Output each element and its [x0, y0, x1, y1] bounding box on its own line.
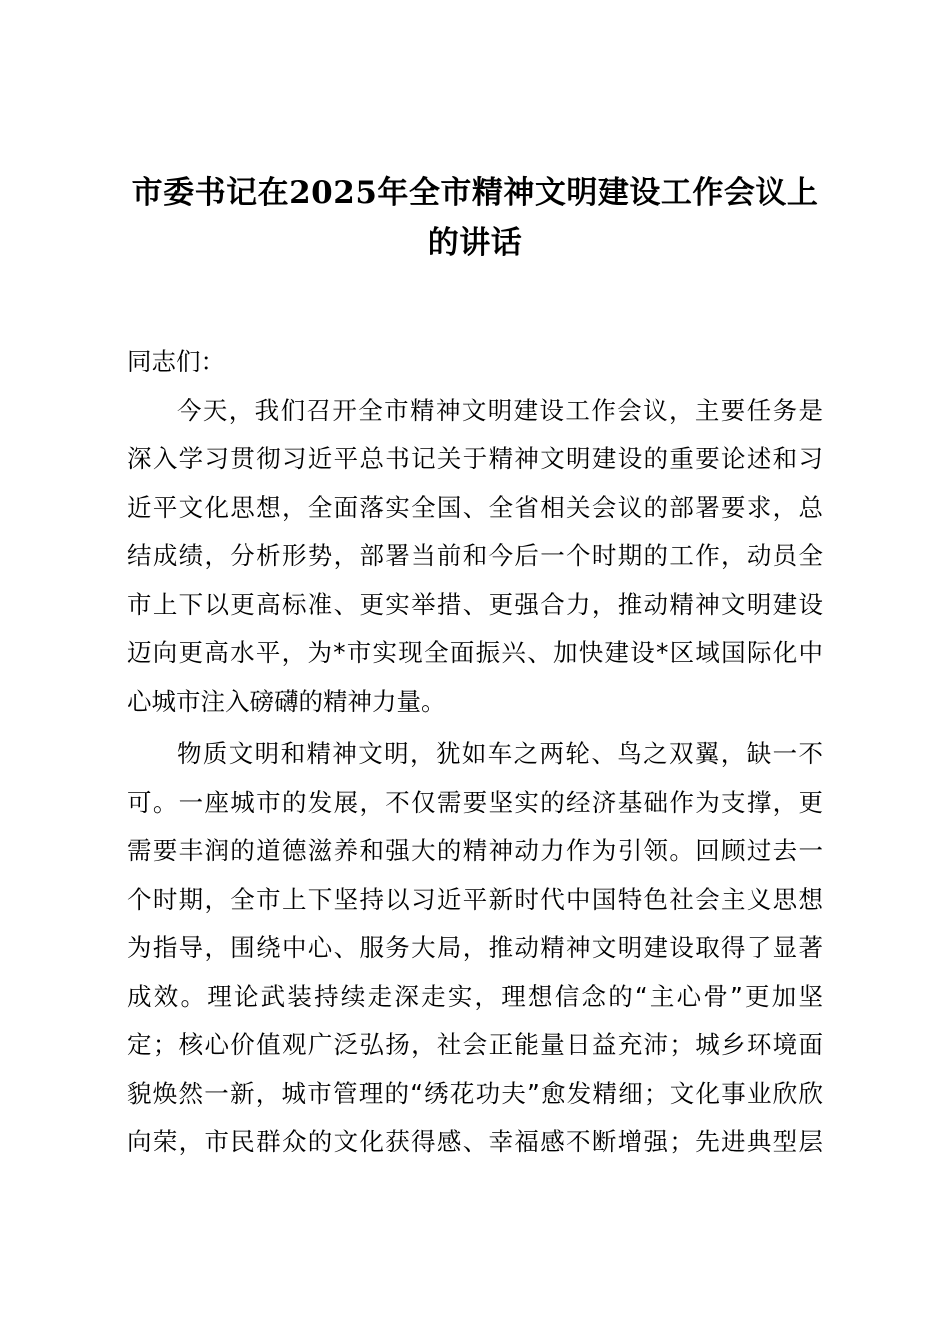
paragraph-line: 结成绩，分析形势，部署当前和今后一个时期的工作，动员全 — [127, 541, 823, 570]
paragraph-line: 个时期，全市上下坚持以习近平新时代中国特色社会主义思想 — [127, 884, 823, 914]
paragraph-line: 定；核心价值观广泛弘扬，社会正能量日益充沛；城乡环境面 — [127, 1030, 823, 1059]
paragraph-line: 今天，我们召开全市精神文明建设工作会议，主要任务是 — [177, 395, 823, 425]
title-line-2: 的讲话 — [427, 225, 523, 261]
paragraph-line: 成效。理论武装持续走深走实，理想信念的“主心骨”更加坚 — [127, 981, 823, 1011]
paragraph-line: 心城市注入磅礴的精神力量。 — [127, 686, 446, 716]
paragraph-line: 为指导，围绕中心、服务大局，推动精神文明建设取得了显著 — [127, 933, 823, 962]
paragraph-line: 市上下以更高标准、更实举措、更强合力，推动精神文明建设 — [127, 589, 823, 619]
paragraph-line: 貌焕然一新，城市管理的“绣花功夫”愈发精细；文化事业欣欣 — [127, 1078, 823, 1108]
paragraph-line: 迈向更高水平，为*市实现全面振兴、加快建设*区域国际化中 — [127, 638, 823, 667]
paragraph-line: 需要丰润的道德滋养和强大的精神动力作为引领。回顾过去一 — [127, 836, 823, 865]
document-body — [127, 338, 823, 1167]
paragraph-line: 深入学习贯彻习近平总书记关于精神文明建设的重要论述和习 — [127, 444, 823, 473]
paragraph-line: 物质文明和精神文明，犹如车之两轮、鸟之双翼，缺一不 — [177, 739, 823, 768]
salutation: 同志们： — [127, 347, 225, 376]
paragraph-1 — [127, 387, 823, 727]
paragraph-line: 近平文化思想，全面落实全国、全省相关会议的部署要求，总 — [127, 492, 823, 522]
paragraph-2 — [127, 730, 823, 1167]
paragraph-line: 可。一座城市的发展，不仅需要坚实的经济基础作为支撑，更 — [127, 787, 823, 817]
document-title — [127, 168, 823, 268]
paragraph-line: 向荣，市民群众的文化获得感、幸福感不断增强；先进典型层 — [127, 1127, 823, 1156]
title-line-1: 市委书记在2025年全市精神文明建设工作会议上 — [131, 175, 819, 211]
